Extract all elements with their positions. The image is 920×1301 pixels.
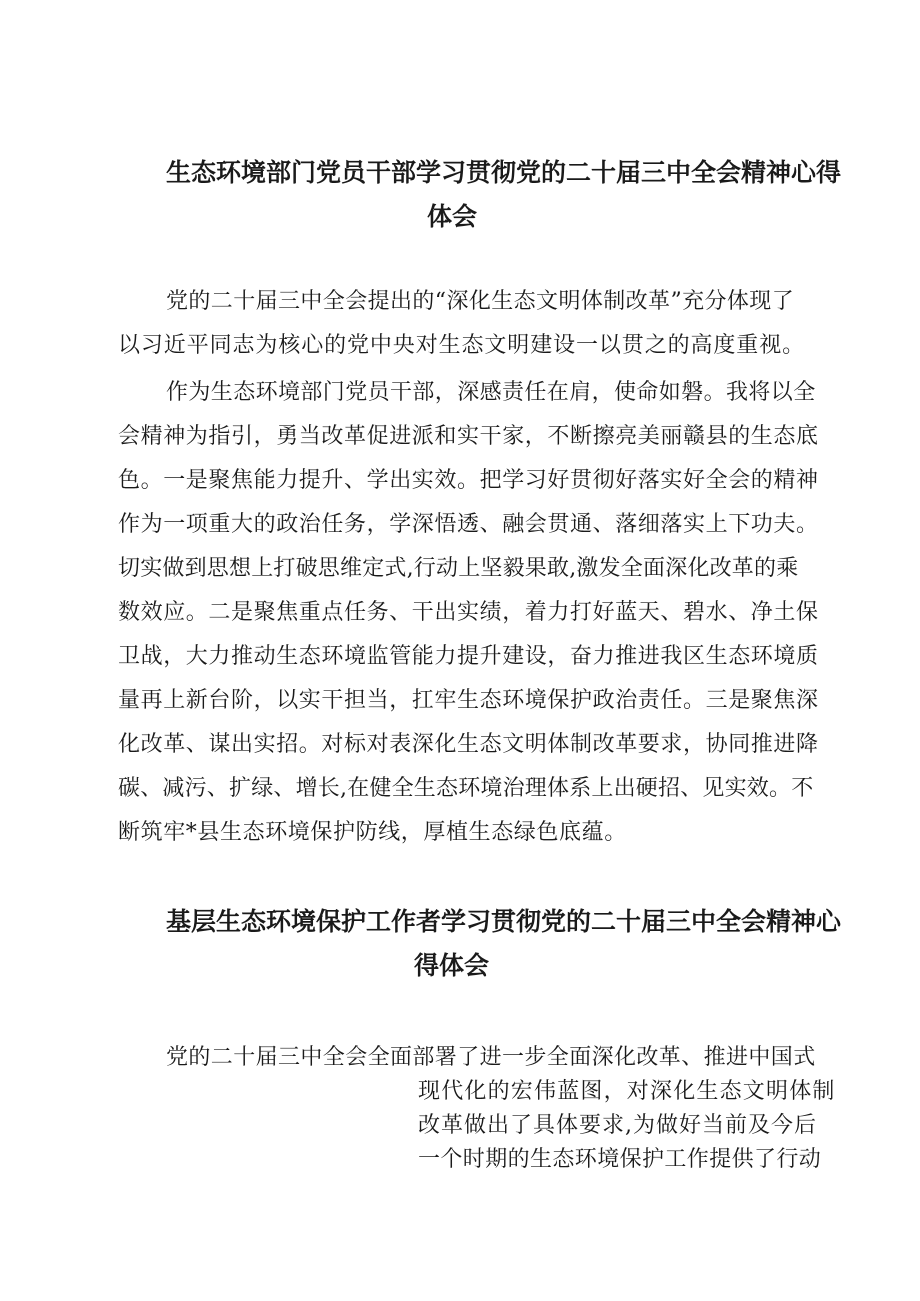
paragraph-line: 改革做出了具体要求,为做好当前及今后	[418, 1113, 817, 1138]
paragraph-line: 化改革、谋出实招。对标对表深化生态文明体制改革要求，协同推进降	[118, 732, 819, 757]
paragraph-line: 断筑牢*县生态环境保护防线，厚植生态绿色底蕴。	[118, 820, 627, 845]
paragraph-line: 以习近平同志为核心的党中央对生态文明建设一以贯之的高度重视。	[118, 333, 806, 358]
paragraph-line: 党的二十届三中全会全面部署了进一步全面深化改革、推进中国式	[166, 1045, 816, 1070]
article-2-title-line-2: 得体会	[414, 951, 490, 980]
paragraph-line: 数效应。二是聚焦重点任务、干出实绩，着力打好蓝天、碧水、净土保	[118, 600, 819, 625]
paragraph-line: 会精神为指引，勇当改革促进派和实干家，不断擦亮美丽赣县的生态底	[118, 424, 819, 449]
paragraph-line: 卫战，大力推动生态环境监管能力提升建设，奋力推进我区生态环境质	[118, 644, 819, 669]
paragraph-line: 党的二十届三中全会提出的“深化生态文明体制改革”充分体现了	[166, 289, 795, 314]
article-1-title-line-1: 生态环境部门党员干部学习贯彻党的二十届三中全会精神心得	[166, 158, 842, 187]
article-1-title-line-2: 体会	[427, 202, 478, 231]
paragraph-line: 一个时期的生态环境保护工作提供了行动	[418, 1147, 822, 1172]
paragraph-line: 碳、减污、扩绿、增长,在健全生态环境治理体系上出硬招、见实效。不	[118, 776, 814, 801]
paragraph-line: 量再上新台阶，以实干担当，扛牢生态环境保护政治责任。三是聚焦深	[118, 688, 819, 713]
paragraph-line: 现代化的宏伟蓝图，对深化生态文明体制	[418, 1079, 836, 1104]
paragraph-line: 作为生态环境部门党员干部，深感责任在肩，使命如磐。我将以全	[166, 380, 816, 405]
paragraph-line: 色。一是聚焦能力提升、学出实效。把学习好贯彻好落实好全会的精神	[118, 468, 819, 493]
paragraph-line: 切实做到思想上打破思维定式,行动上坚毅果敢,激发全面深化改革的乘	[118, 556, 799, 581]
article-2-title-line-1: 基层生态环境保护工作者学习贯彻党的二十届三中全会精神心	[166, 907, 842, 936]
paragraph-line: 作为一项重大的政治任务，学深悟透、融会贯通、落细落实上下功夫。	[118, 512, 819, 537]
